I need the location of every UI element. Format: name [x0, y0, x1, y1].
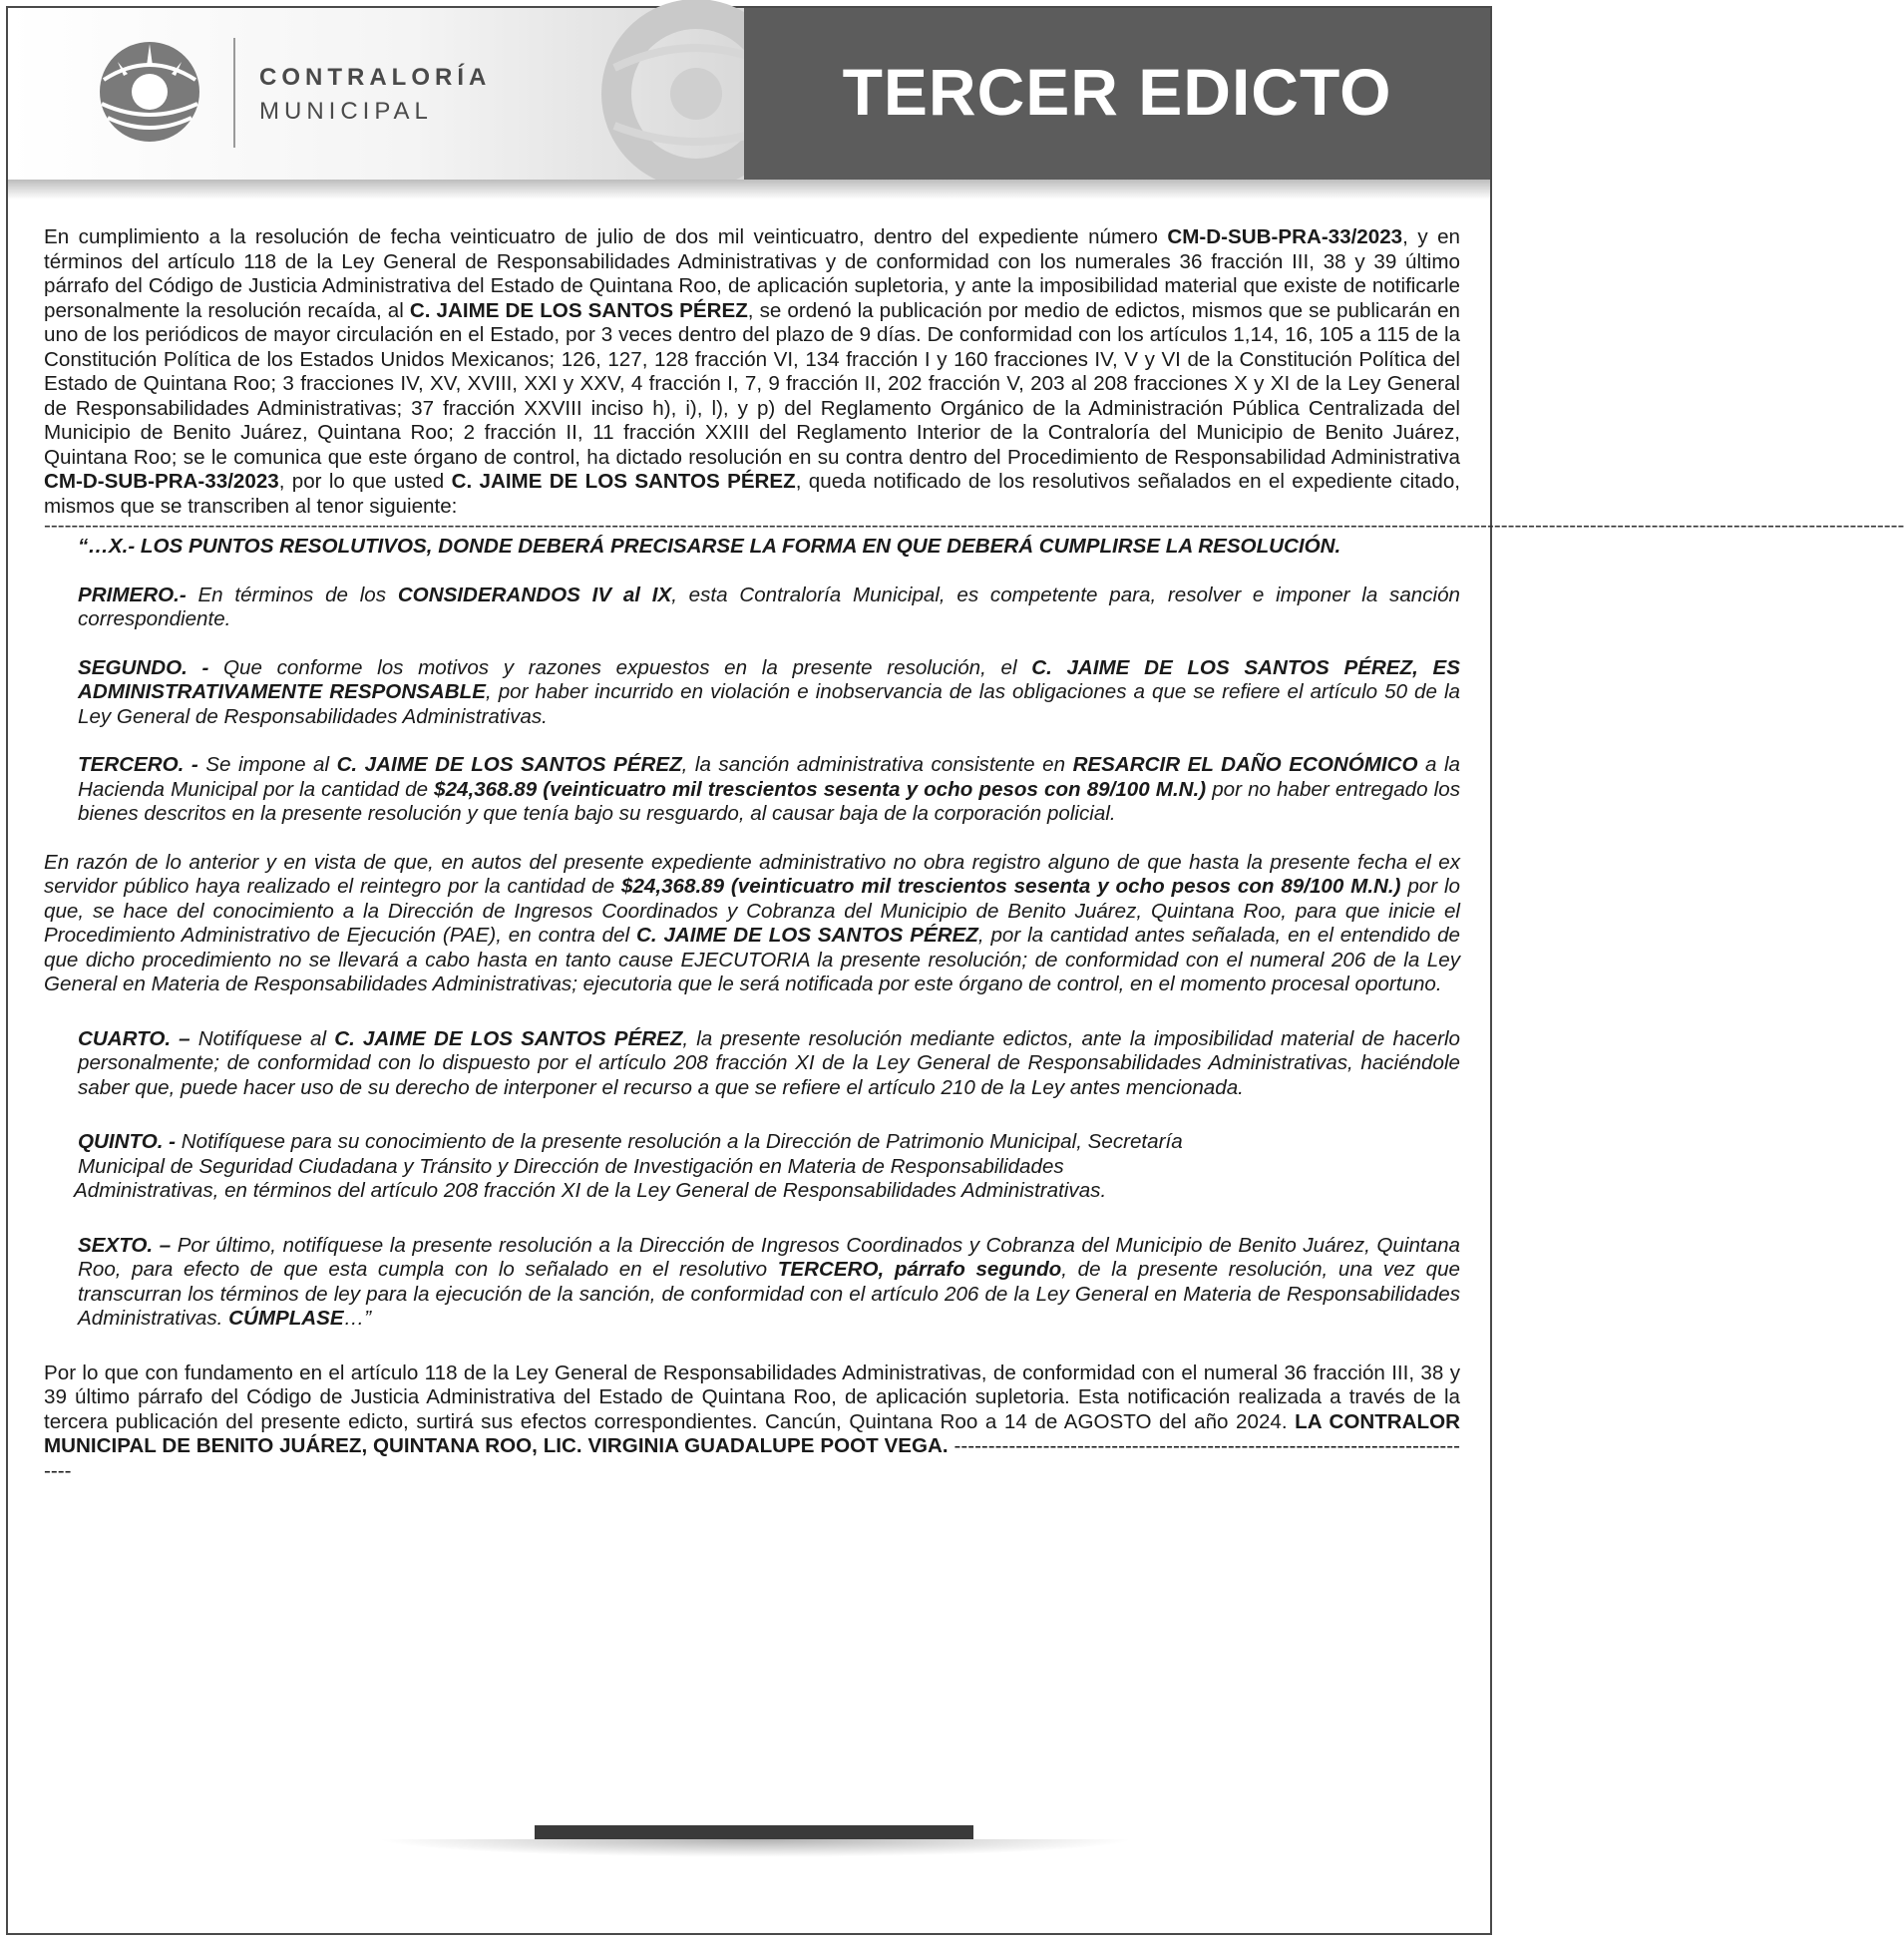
edict-frame	[6, 6, 1904, 1935]
closing-dashes: ------------------------------------------------------------------------------	[44, 1434, 1460, 1482]
expedient-number: CM-D-SUB-PRA-33/2023	[44, 470, 279, 493]
intro-paragraph: En cumplimiento a la resolución de fecha veinticuatro de julio de dos mil veinticuatro, dentro del expediente número CM-D-SUB-PRA-33/2023, y en términos del artículo 118 de la Ley General de Responsabilidades Administrativas y de conformidad con los numerales 36 fracción III, 38 y 39 último párrafo del Código de Justicia Administrativa del Estado de Quintana Roo, de aplicación supletoria, y ante la imposibilidad material que existe de notificarle personalmente la resolución recaída, al C. JAIME DE LOS SANTOS PÉREZ, se ordenó la publicación por medio de edictos, mismos que se publicarán en uno de los periódicos de mayor circulación en el Estado, por 3 veces dentro del plazo de 9 días. De conformidad con los artículos 1,14, 16, 105 a 115 de la Constitución Política de los Estados Unidos Mexicanos; 126, 127, 128 fracción VI, 134 fracción I y 160 fracciones IV, V y VI de la Constitución Política del Estado de Quintana Roo; 3 fracciones IV, XV, XVIII, XXI y XXV, 4 fracción I, 7, 9 fracción II, 202 fracción V, 203 al 208 fracciones X y XI de la Ley General de Responsabilidades Administrativas; 37 fracción XXVIII inciso h), i), l), y p) del Reglamento Orgánico de la Administración Pública Centralizada del Municipio de Benito Juárez, Quintana Roo; 2 fracción II, 11 fracción XXIII del Reglamento Interior de la Contraloría del Municipio de Benito Juárez, Quintana Roo; se le comunica que este órgano de control, ha dictado resolución en su contra dentro del Procedimiento de Responsabilidad Administrativa CM-D-SUB-PRA-33/2023, por lo que usted C. JAIME DE LOS SANTOS PÉREZ, queda notificado de los resolutivos señalados en el expediente citado, mismos que se transcriben al tenor siguiente:	[44, 225, 1460, 518]
edict-body	[44, 225, 1904, 1483]
resolutivo-quinto: QUINTO. - Notifíquese para su conocimiento de la presente resolución a la Dirección de Patrimonio Municipal, Secretaría Municipal de Seguridad Ciudadana y Tránsito y Dirección de Investigación en Materia de Responsabilidades Administrativas, en términos del artículo 208 fracción XI de la Ley General de Responsabilidades Administrativas.	[74, 1130, 1183, 1202]
resolutivo-primero: PRIMERO.- En términos de los CONSIDERANDOS IV al IX, esta Contraloría Municipal, es competente para, resolver e imponer la sanción correspondiente.	[78, 583, 1461, 630]
logo-divider	[233, 38, 235, 148]
resolutivo-tercero: TERCERO. - Se impone al C. JAIME DE LOS SANTOS PÉREZ, la sanción administrativa consistente en RESARCIR EL DAÑO ECONÓMICO a la Hacienda Municipal por la cantidad de $24,368.89 (veinticuatro mil trescientos sesenta y ocho pesos con 89/100 M.N.) por no haber entregado los bienes descritos en la presente resolución y que tenía bajo su resguardo, al causar baja de la corporación policial.	[78, 753, 1461, 825]
logo-text-contraloria: CONTRALORÍA	[259, 64, 492, 91]
resolutivos-heading: “…X.- LOS PUNTOS RESOLUTIVOS, DONDE DEBERÁ PRECISARSE LA FORMA EN QUE DEBERÁ CUMPLIRSE LA RESOLUCIÓN.	[78, 535, 1341, 558]
dash-separator: --------------------------------------------------------------------------------------------------------------------------------------------------------------------------------------------------------------------------------------------------------------------------------	[44, 514, 1904, 537]
razon-paragraph: En razón de lo anterior y en vista de que, en autos del presente expediente administrativo no obra registro alguno de que hasta la presente fecha el ex servidor público haya realizado el reintegro por la cantidad de $24,368.89 (veinticuatro mil trescientos sesenta y ocho pesos con 89/100 M.N.) por lo que, se hace del conocimiento a la Dirección de Ingresos Coordinados y Cobranza del Municipio de Benito Juárez, Quintana Roo, para que inicie el Procedimiento Administrativo de Ejecución (PAE), en contra del C. JAIME DE LOS SANTOS PÉREZ, por la cantidad antes señalada, en el entendido de que dicho procedimiento no se llevará a cabo hasta en tanto cause EJECUTORIA la presente resolución; de conformidad con el numeral 206 de la Ley General en Materia de Responsabilidades Administrativas; ejecutoria que le será notificada por este órgano de control, en el momento procesal oportuno.	[44, 850, 1460, 995]
logo-watermark-icon	[604, 8, 744, 180]
expedient-number: CM-D-SUB-PRA-33/2023	[1167, 225, 1403, 248]
header	[8, 8, 1490, 180]
person-name: C. JAIME DE LOS SANTOS PÉREZ	[451, 470, 796, 493]
header-shadow	[8, 180, 1490, 199]
logo-area	[8, 8, 744, 180]
contraloria-logo-icon	[98, 40, 201, 144]
person-name: C. JAIME DE LOS SANTOS PÉREZ	[409, 298, 748, 322]
closing-paragraph: Por lo que con fundamento en el artículo 118 de la Ley General de Responsabilidades Administrativas, de conformidad con el numeral 36 fracción III, 38 y 39 último párrafo del Código de Justicia Administrativa del Estado de Quintana Roo, de aplicación supletoria. Esta notificación realizada a través de la tercera publicación del presente edicto, surtirá sus efectos correspondientes. Cancún, Quintana Roo a 14 de AGOSTO del año 2024. LA CONTRALOR MUNICIPAL DE BENITO JUÁREZ, QUINTANA ROO, LIC. VIRGINIA GUADALUPE POOT VEGA. ------------------------------------------------------------------------------	[44, 1361, 1460, 1482]
footer-shadow	[377, 1839, 1135, 1857]
resolutivo-segundo: SEGUNDO. - Que conforme los motivos y razones expuestos en la presente resolución, el C. JAIME DE LOS SANTOS PÉREZ, ES ADMINISTRATIVAMENTE RESPONSABLE, por haber incurrido en violación e inobservancia de las obligaciones a que se refiere el artículo 50 de la Ley General de Responsabilidades Administrativas.	[78, 655, 1460, 728]
footer-bar	[535, 1825, 973, 1839]
page-title: TERCER EDICTO	[842, 55, 1392, 129]
title-banner	[744, 8, 1490, 180]
resolutivo-cuarto: CUARTO. – Notifíquese al C. JAIME DE LOS SANTOS PÉREZ, la presente resolución mediante edictos, ante la imposibilidad material de hacerlo personalmente; de conformidad con lo dispuesto por el artículo 208 fracción XI de la Ley General de Responsabilidades Administrativas, haciéndole saber que, puede hacer uso de su derecho de interponer el recurso a que se refiere el artículo 210 de la Ley antes mencionada.	[78, 1026, 1460, 1099]
resolutivo-sexto: SEXTO. – Por último, notifíquese la presente resolución a la Dirección de Ingresos Coordinados y Cobranza del Municipio de Benito Juárez, Quintana Roo, para efecto de que esta cumpla con lo señalado en el resolutivo TERCERO, párrafo segundo, de la presente resolución, una vez que transcurran los términos de ley para la ejecución de la sanción, de conformidad con el artículo 206 de la Ley General en Materia de Responsabilidades Administrativas. CÚMPLASE…”	[78, 1233, 1460, 1330]
signatory: LA CONTRALOR MUNICIPAL DE BENITO JUÁREZ, QUINTANA ROO, LIC. VIRGINIA GUADALUPE POOT VEGA.	[44, 1409, 1460, 1457]
logo-text-municipal: MUNICIPAL	[259, 98, 433, 125]
